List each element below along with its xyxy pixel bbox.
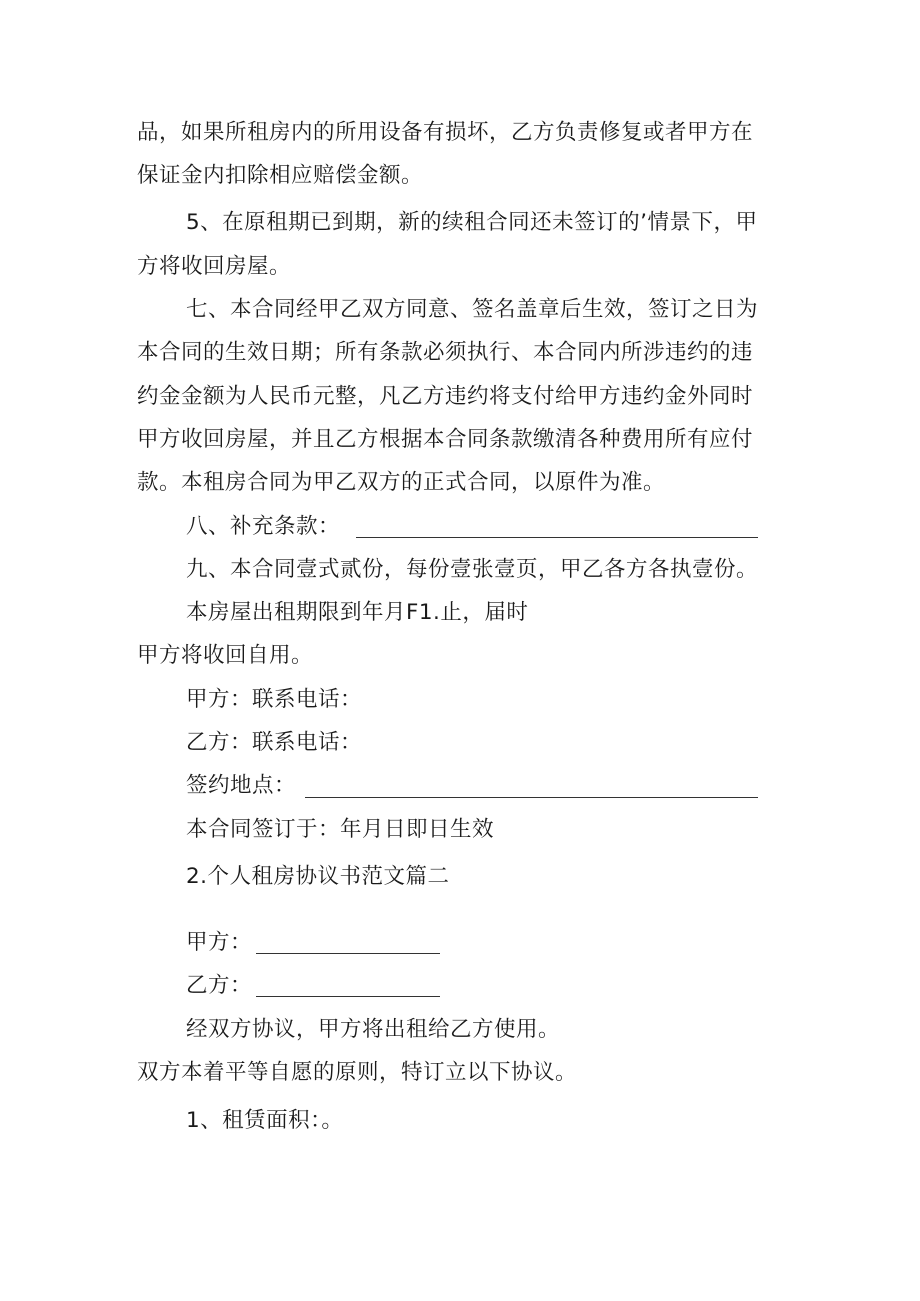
party-b-blank bbox=[256, 996, 440, 997]
party-b-label: 乙方： bbox=[186, 973, 253, 998]
supplementary-clause-label: 八、补充条款： bbox=[186, 514, 341, 539]
signing-place-label: 签约地点： bbox=[186, 773, 297, 798]
party-b-phone-label: 乙方：联系电话： bbox=[186, 730, 363, 755]
text-line: 款。本租房合同为甲乙双方的正式合同，以原件为准。 bbox=[137, 470, 666, 495]
text-line: 七、本合同经甲乙双方同意、签名盖章后生效，签订之日为 bbox=[186, 297, 759, 322]
party-a-phone-label: 甲方：联系电话： bbox=[186, 687, 363, 712]
text-line: 双方本着平等自愿的原则，特订立以下协议。 bbox=[137, 1060, 578, 1085]
text-line: 本房屋出租期限到年月F1.止，届时 bbox=[186, 600, 529, 625]
text-line: 1、租赁面积：。 bbox=[186, 1108, 344, 1133]
text-line: 5、在原租期已到期，新的续租合同还未签订的’情景下，甲 bbox=[186, 210, 758, 235]
text-line: 品，如果所租房内的所用设备有损坏，乙方负责修复或者甲方在 bbox=[137, 120, 754, 145]
party-a-blank bbox=[256, 953, 440, 954]
text-line: 本合同签订于：年月日即日生效 bbox=[186, 817, 495, 842]
text-line: 本合同的生效日期；所有条款必须执行、本合同内所涉违约的违 bbox=[137, 340, 754, 365]
signing-place-blank bbox=[305, 797, 758, 798]
party-a-label: 甲方： bbox=[186, 930, 253, 955]
text-line: 甲方收回房屋，并且乙方根据本合同条款缴清各种费用所有应付 bbox=[137, 427, 754, 452]
text-line: 九、本合同壹式贰份，每份壹张壹页，甲乙各方各执壹份。 bbox=[186, 557, 759, 582]
text-line: 方将收回房屋。 bbox=[137, 254, 292, 279]
text-line: 甲方将收回自用。 bbox=[137, 643, 314, 668]
text-line: 经双方协议，甲方将出租给乙方使用。 bbox=[186, 1017, 561, 1042]
text-line: 约金金额为人民币元整，凡乙方违约将支付给甲方违约金外同时 bbox=[137, 384, 754, 409]
section-title: 2.个人租房协议书范文篇二 bbox=[186, 864, 450, 889]
text-line: 保证金内扣除相应赔偿金额。 bbox=[137, 163, 424, 188]
supplementary-clause-blank bbox=[356, 537, 758, 538]
